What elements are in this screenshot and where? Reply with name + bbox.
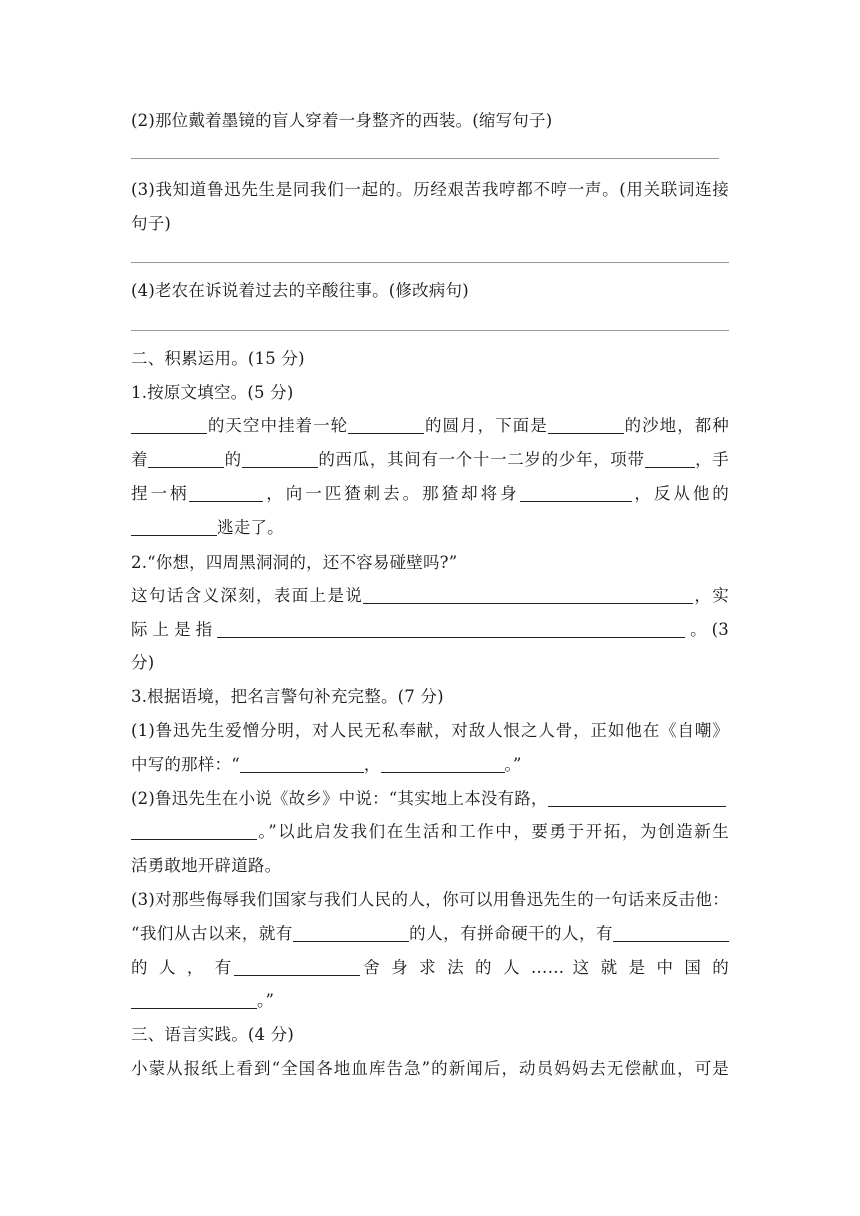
s2q3-part-3-line-4	[131, 989, 274, 1013]
fill-blank[interactable]	[645, 449, 695, 468]
fill-text: 的人，有拼命硬干的人，有	[408, 924, 614, 943]
s2-question-3-title: 3.根据语境，把名言警句补充完整。(7 分)	[131, 687, 444, 706]
fill-blank[interactable]	[189, 483, 263, 502]
s2q1-line-2	[131, 448, 729, 472]
fill-text: ，实	[693, 586, 729, 605]
fill-blank[interactable]	[548, 415, 624, 434]
fill-text: “我们从古以来，就有	[131, 924, 293, 943]
fill-blank[interactable]	[293, 923, 409, 942]
fill-blank[interactable]	[234, 957, 360, 976]
s2q3-part-1-line-2	[131, 753, 522, 777]
s2q3-part-2-line-1	[131, 787, 726, 811]
fill-blank[interactable]	[613, 923, 729, 942]
s2q3-part-3-line-3	[131, 956, 729, 980]
s2q1-line-4	[131, 516, 284, 540]
fill-text: ，手	[694, 450, 730, 469]
fill-text: 的	[224, 450, 242, 469]
fill-blank[interactable]	[520, 483, 632, 502]
s2q1-line-3	[131, 482, 729, 506]
s2q3-part-2-line-3: 活勇敢地开辟道路。	[131, 856, 282, 875]
fill-blank[interactable]	[381, 754, 505, 773]
fill-text: 的沙地，都种	[623, 416, 729, 435]
fill-blank[interactable]	[131, 517, 217, 536]
section-3-line-1: 小蒙从报纸上看到“全国各地血库告急”的新闻后，动员妈妈去无偿献血，可是	[131, 1059, 729, 1078]
fill-blank[interactable]	[131, 821, 257, 840]
fill-text: 的 人 ， 有	[131, 958, 235, 977]
s2q3-part-2-line-2	[131, 820, 729, 844]
answer-line-q3[interactable]	[131, 262, 729, 263]
s2q2-line-1	[131, 584, 729, 608]
s2-question-2-title: 2.“你想，四周黑洞洞的，还不容易碰壁吗?”	[131, 553, 458, 572]
s2q2-line-3: 分)	[131, 653, 155, 672]
fill-text: 舍 身 求 法 的 人 …… 这 就 是 中 国 的	[360, 958, 730, 977]
fill-blank[interactable]	[131, 415, 207, 434]
answer-line-q2[interactable]	[131, 158, 719, 159]
fill-text: 。”	[257, 991, 275, 1010]
answer-line-q4[interactable]	[131, 330, 729, 331]
fill-text: 。”	[504, 755, 522, 774]
fill-text: 逃走了。	[217, 518, 284, 537]
fill-blank[interactable]	[348, 415, 424, 434]
fill-text: 这句话含义深刻，表面上是说	[131, 586, 364, 605]
fill-blank[interactable]	[217, 619, 685, 638]
question-3-line-2: 句子)	[131, 214, 172, 233]
question-3-line-1: (3)我知道鲁迅先生是同我们一起的。历经艰苦我哼都不哼一声。(用关联词连接	[131, 180, 729, 199]
fill-text: 的圆月，下面是	[424, 416, 548, 435]
fill-text: 的西瓜，其间有一个十一二岁的少年，项带	[317, 450, 645, 469]
fill-blank[interactable]	[548, 788, 726, 807]
fill-text: ，	[363, 755, 381, 774]
fill-text: 。(3	[685, 620, 729, 639]
fill-text: 捏一柄	[131, 484, 190, 503]
fill-blank[interactable]	[131, 990, 257, 1009]
fill-text: 的天空中挂着一轮	[207, 416, 349, 435]
s2q3-part-1-line-1: (1)鲁迅先生爱憎分明，对人民无私奉献，对敌人恨之人骨，正如他在《自嘲》	[131, 721, 729, 740]
fill-text: 着	[131, 450, 149, 469]
fill-text: 际上是指	[131, 620, 218, 639]
fill-text: 。”以此启发我们在生活和工作中，要勇于开拓，为创造新生	[257, 822, 729, 841]
s2q1-line-1	[131, 414, 729, 438]
fill-text: (2)鲁迅先生在小说《故乡》中说：“其实地上本没有路，	[131, 789, 548, 808]
fill-text: ，反从他的	[631, 484, 730, 503]
fill-text: ，向一匹猹刺去。那猹却将身	[263, 484, 520, 503]
fill-blank[interactable]	[242, 449, 318, 468]
fill-blank[interactable]	[363, 585, 693, 604]
fill-text: 中写的那样：“	[131, 755, 240, 774]
fill-blank[interactable]	[148, 449, 224, 468]
section-3-heading: 三、语言实践。(4 分)	[131, 1025, 295, 1044]
question-2-text: (2)那位戴着墨镜的盲人穿着一身整齐的西装。(缩写句子)	[131, 111, 553, 130]
s2q2-line-2	[131, 618, 729, 642]
s2-question-1-title: 1.按原文填空。(5 分)	[131, 383, 294, 402]
section-2-heading: 二、积累运用。(15 分)	[131, 349, 305, 368]
s2q3-part-3-line-2	[131, 922, 729, 946]
question-4-text: (4)老农在诉说着过去的辛酸往事。(修改病句)	[131, 281, 469, 300]
fill-blank[interactable]	[240, 754, 364, 773]
s2q3-part-3-line-1: (3)对那些侮辱我们国家与我们人民的人，你可以用鲁迅先生的一句话来反击他：	[131, 890, 729, 909]
